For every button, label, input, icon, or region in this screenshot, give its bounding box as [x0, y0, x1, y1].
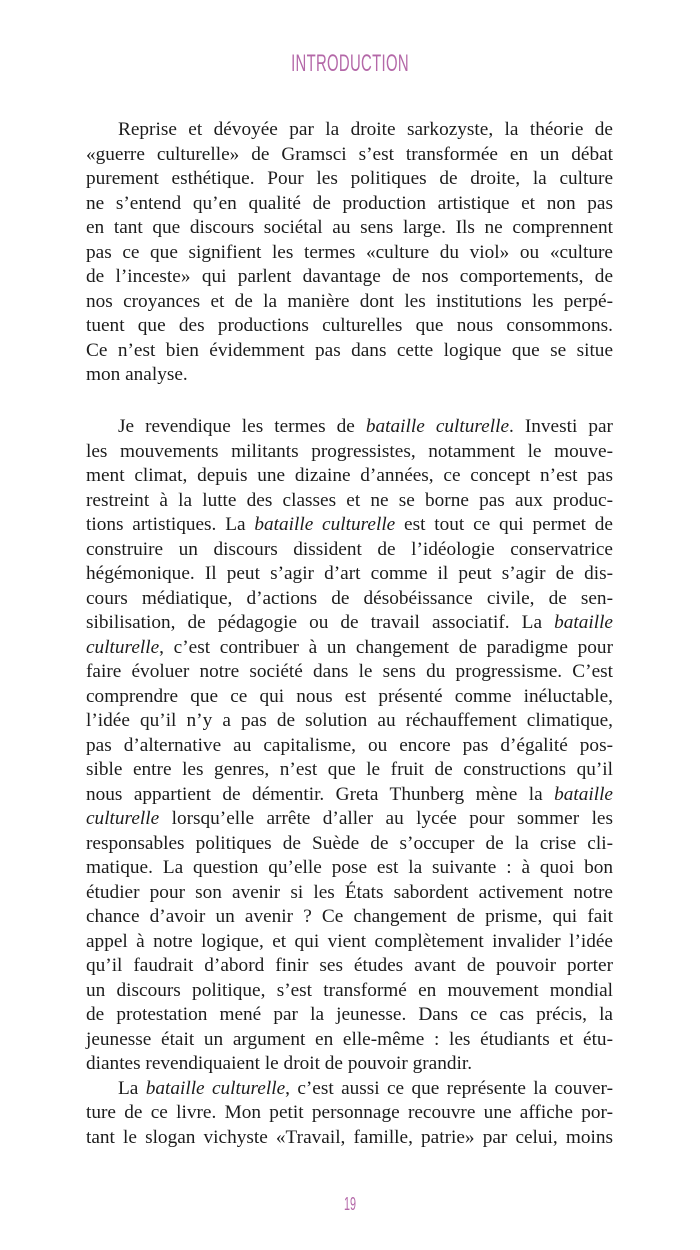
- text-line: [86, 265, 613, 290]
- text-segment: lorsqu’elle arrête d’aller au lycée pour sommer les: [159, 808, 613, 829]
- text-segment: de l’inceste» qui parlent davantage de nos comportements, de: [86, 266, 613, 287]
- italic-term: bataille: [554, 783, 613, 805]
- text-line: [86, 685, 613, 710]
- text-line: [86, 489, 613, 514]
- text-segment: Ce n’est bien évidemment pas dans cette logique que se situe: [86, 339, 613, 361]
- paragraph: [86, 1077, 613, 1151]
- paragraph-gap: [86, 388, 613, 416]
- text-line: [86, 587, 613, 612]
- text-segment: tuent que des productions culturelles que nous consommons.: [86, 315, 613, 336]
- text-segment: Je revendique les termes de: [118, 416, 366, 437]
- text-line: [86, 611, 613, 636]
- text-line: [86, 734, 613, 759]
- text-segment: nos croyances et de la manière dont les institutions les perpé-: [86, 290, 613, 312]
- text-segment: . Investi par: [509, 416, 613, 437]
- text-segment: sibilisation, de pédagogie ou de travail associatif. La: [86, 612, 555, 633]
- text-line: [86, 660, 613, 685]
- text-line: [86, 1077, 613, 1102]
- text-line: [86, 192, 613, 217]
- text-line: [86, 314, 613, 339]
- text-segment: matique. La question qu’elle pose est la suivante : à quoi bon: [86, 857, 613, 878]
- text-segment: chance d’avoir un avenir ? Ce changement de prisme, qui fait: [86, 906, 613, 927]
- text-segment: en tant que discours sociétal au sens large. Ils ne comprennent: [86, 217, 613, 238]
- text-line: [86, 216, 613, 241]
- text-line: [86, 1052, 613, 1077]
- text-line: [86, 464, 613, 489]
- text-segment: , c’est aussi ce que représente la couver-: [285, 1077, 613, 1099]
- text-line: [86, 339, 613, 364]
- body-text: [86, 118, 613, 1150]
- text-segment: responsables politiques de Suède de s’occuper de la crise cli-: [86, 832, 613, 854]
- text-line: [86, 363, 613, 388]
- text-segment: mon analyse.: [86, 364, 188, 385]
- text-line: [86, 415, 613, 440]
- text-segment: nous appartient de démentir. Greta Thunberg mène la: [86, 783, 555, 805]
- text-segment: , c’est contribuer à un changement de paradigme pour: [159, 636, 613, 658]
- text-line: [86, 290, 613, 315]
- text-line: [86, 881, 613, 906]
- text-segment: tions artistiques. La: [86, 514, 255, 535]
- text-line: [86, 562, 613, 587]
- text-line: [86, 1003, 613, 1028]
- paragraph: [86, 415, 613, 1077]
- text-segment: ne s’entend qu’en qualité de production artistique et non pas: [86, 192, 613, 214]
- text-line: [86, 1101, 613, 1126]
- italic-term: bataille: [554, 612, 613, 633]
- text-line: [86, 143, 613, 168]
- text-segment: Reprise et dévoyée par la droite sarkozyste, la théorie de: [118, 119, 613, 140]
- text-line: [86, 1028, 613, 1053]
- text-segment: comprendre que ce qui nous est présenté comme inéluctable,: [86, 685, 613, 707]
- text-segment: un discours politique, s’est transformé en mouvement mondial: [86, 979, 613, 1001]
- text-line: [86, 636, 613, 661]
- text-line: [86, 832, 613, 857]
- text-segment: ment climat, depuis une dizaine d’années, ce concept n’est pas: [86, 465, 613, 486]
- italic-term: culturelle: [86, 636, 160, 658]
- text-segment: pas d’alternative au capitalisme, ou encore pas d’égalité pos-: [86, 734, 613, 756]
- italic-term: bataille culturelle: [145, 1077, 286, 1099]
- chapter-title: INTRODUCTION: [291, 50, 409, 77]
- italic-term: culturelle: [86, 808, 160, 829]
- text-segment: «guerre culturelle» de Gramsci s’est transformée en un débat: [86, 143, 613, 165]
- text-line: [86, 538, 613, 563]
- text-segment: La: [118, 1077, 146, 1099]
- text-segment: est tout ce qui permet de: [395, 514, 613, 535]
- text-segment: restreint à la lutte des classes et ne se borne pas aux produc-: [86, 489, 613, 511]
- text-line: [86, 1126, 613, 1151]
- text-line: [86, 167, 613, 192]
- text-segment: pas ce que signifient les termes «culture du viol» ou «culture: [86, 241, 613, 263]
- page-number: 19: [343, 1194, 357, 1214]
- text-segment: étudier pour son avenir si les États sabordent activement notre: [86, 881, 613, 903]
- text-segment: cours médiatique, d’actions de désobéissance civile, de sen-: [86, 587, 613, 609]
- text-segment: tant le slogan vichyste «Travail, famille, patrie» par celui, moins: [86, 1126, 613, 1148]
- text-segment: purement esthétique. Pour les politiques de droite, la culture: [86, 168, 613, 189]
- text-segment: hégémonique. Il peut s’agir d’art comme il peut s’agir de dis-: [86, 563, 613, 584]
- text-segment: faire évoluer notre société dans le sens du progressisme. C’est: [86, 661, 613, 682]
- text-line: [86, 709, 613, 734]
- text-line: [86, 979, 613, 1004]
- text-line: [86, 954, 613, 979]
- text-segment: construire un discours dissident de l’idéologie conservatrice: [86, 538, 613, 560]
- text-segment: diantes revendiquaient le droit de pouvoir grandir.: [86, 1053, 473, 1074]
- text-line: [86, 513, 613, 538]
- text-line: [86, 758, 613, 783]
- text-line: [86, 930, 613, 955]
- text-line: [86, 440, 613, 465]
- text-line: [86, 807, 613, 832]
- text-segment: sible entre les genres, n’est que le fruit de constructions qu’il: [86, 759, 613, 780]
- text-segment: qu’il faudrait d’abord finir ses études avant de pouvoir porter: [86, 955, 613, 976]
- text-segment: ture de ce livre. Mon petit personnage recouvre une affiche por-: [86, 1102, 613, 1123]
- text-segment: jeunesse était un argument en elle-même : les étudiants et étu-: [86, 1028, 613, 1050]
- text-line: [86, 856, 613, 881]
- text-segment: les mouvements militants progressistes, notamment le mouve-: [86, 440, 613, 462]
- paragraph: [86, 118, 613, 388]
- text-segment: de protestation mené par la jeunesse. Dans ce cas précis, la: [86, 1004, 613, 1025]
- text-line: [86, 905, 613, 930]
- text-segment: appel à notre logique, et qui vient complètement invalider l’idée: [86, 930, 613, 952]
- text-segment: l’idée qu’il n’y a pas de solution au réchauffement climatique,: [86, 710, 613, 731]
- italic-term: bataille culturelle: [365, 416, 509, 437]
- text-line: [86, 118, 613, 143]
- italic-term: bataille culturelle: [254, 514, 396, 535]
- text-line: [86, 241, 613, 266]
- text-line: [86, 783, 613, 808]
